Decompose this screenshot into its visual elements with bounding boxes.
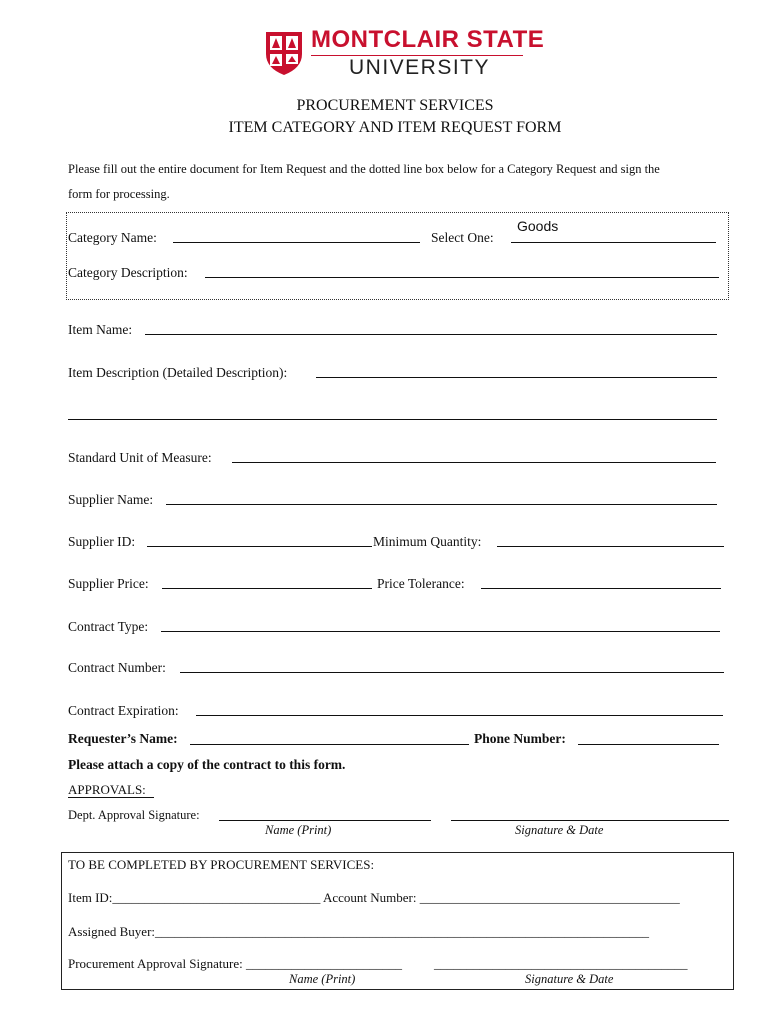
account-number-label: Account Number: [320,890,417,905]
procurement-signature-date-caption: Signature & Date [525,972,614,986]
contract-expiration-field[interactable] [196,715,723,716]
item-name-field[interactable] [145,334,717,335]
select-one-field[interactable] [511,242,716,243]
dept-signature-date-caption: Signature & Date [515,823,604,837]
phone-number-label: Phone Number: [474,731,566,746]
item-description-label: Item Description (Detailed Description): [68,365,288,380]
contract-expiration-label: Contract Expiration: [68,703,179,718]
contract-type-label: Contract Type: [68,619,149,634]
contract-number-label: Contract Number: [68,660,166,675]
category-description-label: Category Description: [68,265,188,280]
dept-name-print-caption: Name (Print) [265,823,332,837]
requesters-name-field[interactable] [190,744,469,745]
select-one-value[interactable]: Goods [517,218,559,234]
standard-unit-label: Standard Unit of Measure: [68,450,212,465]
item-description-field[interactable] [316,377,717,378]
assigned-buyer-field[interactable]: ____________________________________________________________________________ [155,924,650,939]
form-heading-line1: PROCUREMENT SERVICES [296,97,494,114]
intro-line1: Please fill out the entire document for Item Request and the dotted line box below for a Category Request and sign the [68,162,660,176]
supplier-name-label: Supplier Name: [68,492,154,507]
minimum-quantity-field[interactable] [497,546,724,547]
supplier-name-field[interactable] [166,504,717,505]
item-id-label: Item ID: [68,890,113,905]
item-name-label: Item Name: [68,322,133,337]
approvals-heading-underline [68,797,154,798]
category-name-label: Category Name: [68,230,157,245]
category-request-box [66,212,729,300]
procurement-name-print-caption: Name (Print) [289,972,356,986]
logo-line2: UNIVERSITY [349,56,491,79]
assigned-buyer-label: Assigned Buyer: [68,924,156,939]
item-id-field[interactable]: ________________________________ [112,890,321,905]
contract-number-field[interactable] [180,672,724,673]
phone-number-field[interactable] [578,744,719,745]
account-number-field[interactable]: ________________________________________ [419,890,680,905]
dept-approval-name-field[interactable] [219,820,431,821]
contract-type-field[interactable] [161,631,720,632]
supplier-id-field[interactable] [147,546,372,547]
logo-line1: MONTCLAIR STATE [311,26,545,53]
category-description-field[interactable] [205,277,719,278]
shield-logo-icon [264,28,304,76]
approvals-heading: APPROVALS: [68,782,146,797]
price-tolerance-label: Price Tolerance: [377,576,465,591]
supplier-id-label: Supplier ID: [68,534,136,549]
form-heading-line2: ITEM CATEGORY AND ITEM REQUEST FORM [228,119,562,136]
assigned-buyer-row [68,924,649,940]
minimum-quantity-label: Minimum Quantity: [373,534,482,549]
supplier-price-label: Supplier Price: [68,576,149,591]
select-one-label: Select One: [431,230,494,245]
procurement-approval-row [68,956,402,972]
procurement-approval-label: Procurement Approval Signature: [68,956,243,971]
procurement-approval-name-field[interactable]: ________________________ [246,956,402,971]
procurement-approval-signature-field[interactable]: _______________________________________ [434,956,688,971]
procurement-heading: TO BE COMPLETED BY PROCUREMENT SERVICES: [68,857,375,872]
standard-unit-field[interactable] [232,462,716,463]
dept-approval-label: Dept. Approval Signature: [68,808,200,822]
item-description-field-2[interactable] [68,419,717,420]
attach-contract-note: Please attach a copy of the contract to this form. [68,757,346,772]
dept-approval-signature-field[interactable] [451,820,729,821]
supplier-price-field[interactable] [162,588,372,589]
requesters-name-label: Requester’s Name: [68,731,178,746]
price-tolerance-field[interactable] [481,588,721,589]
category-name-field[interactable] [173,242,420,243]
item-id-row [68,890,680,906]
intro-line2: form for processing. [68,187,170,201]
